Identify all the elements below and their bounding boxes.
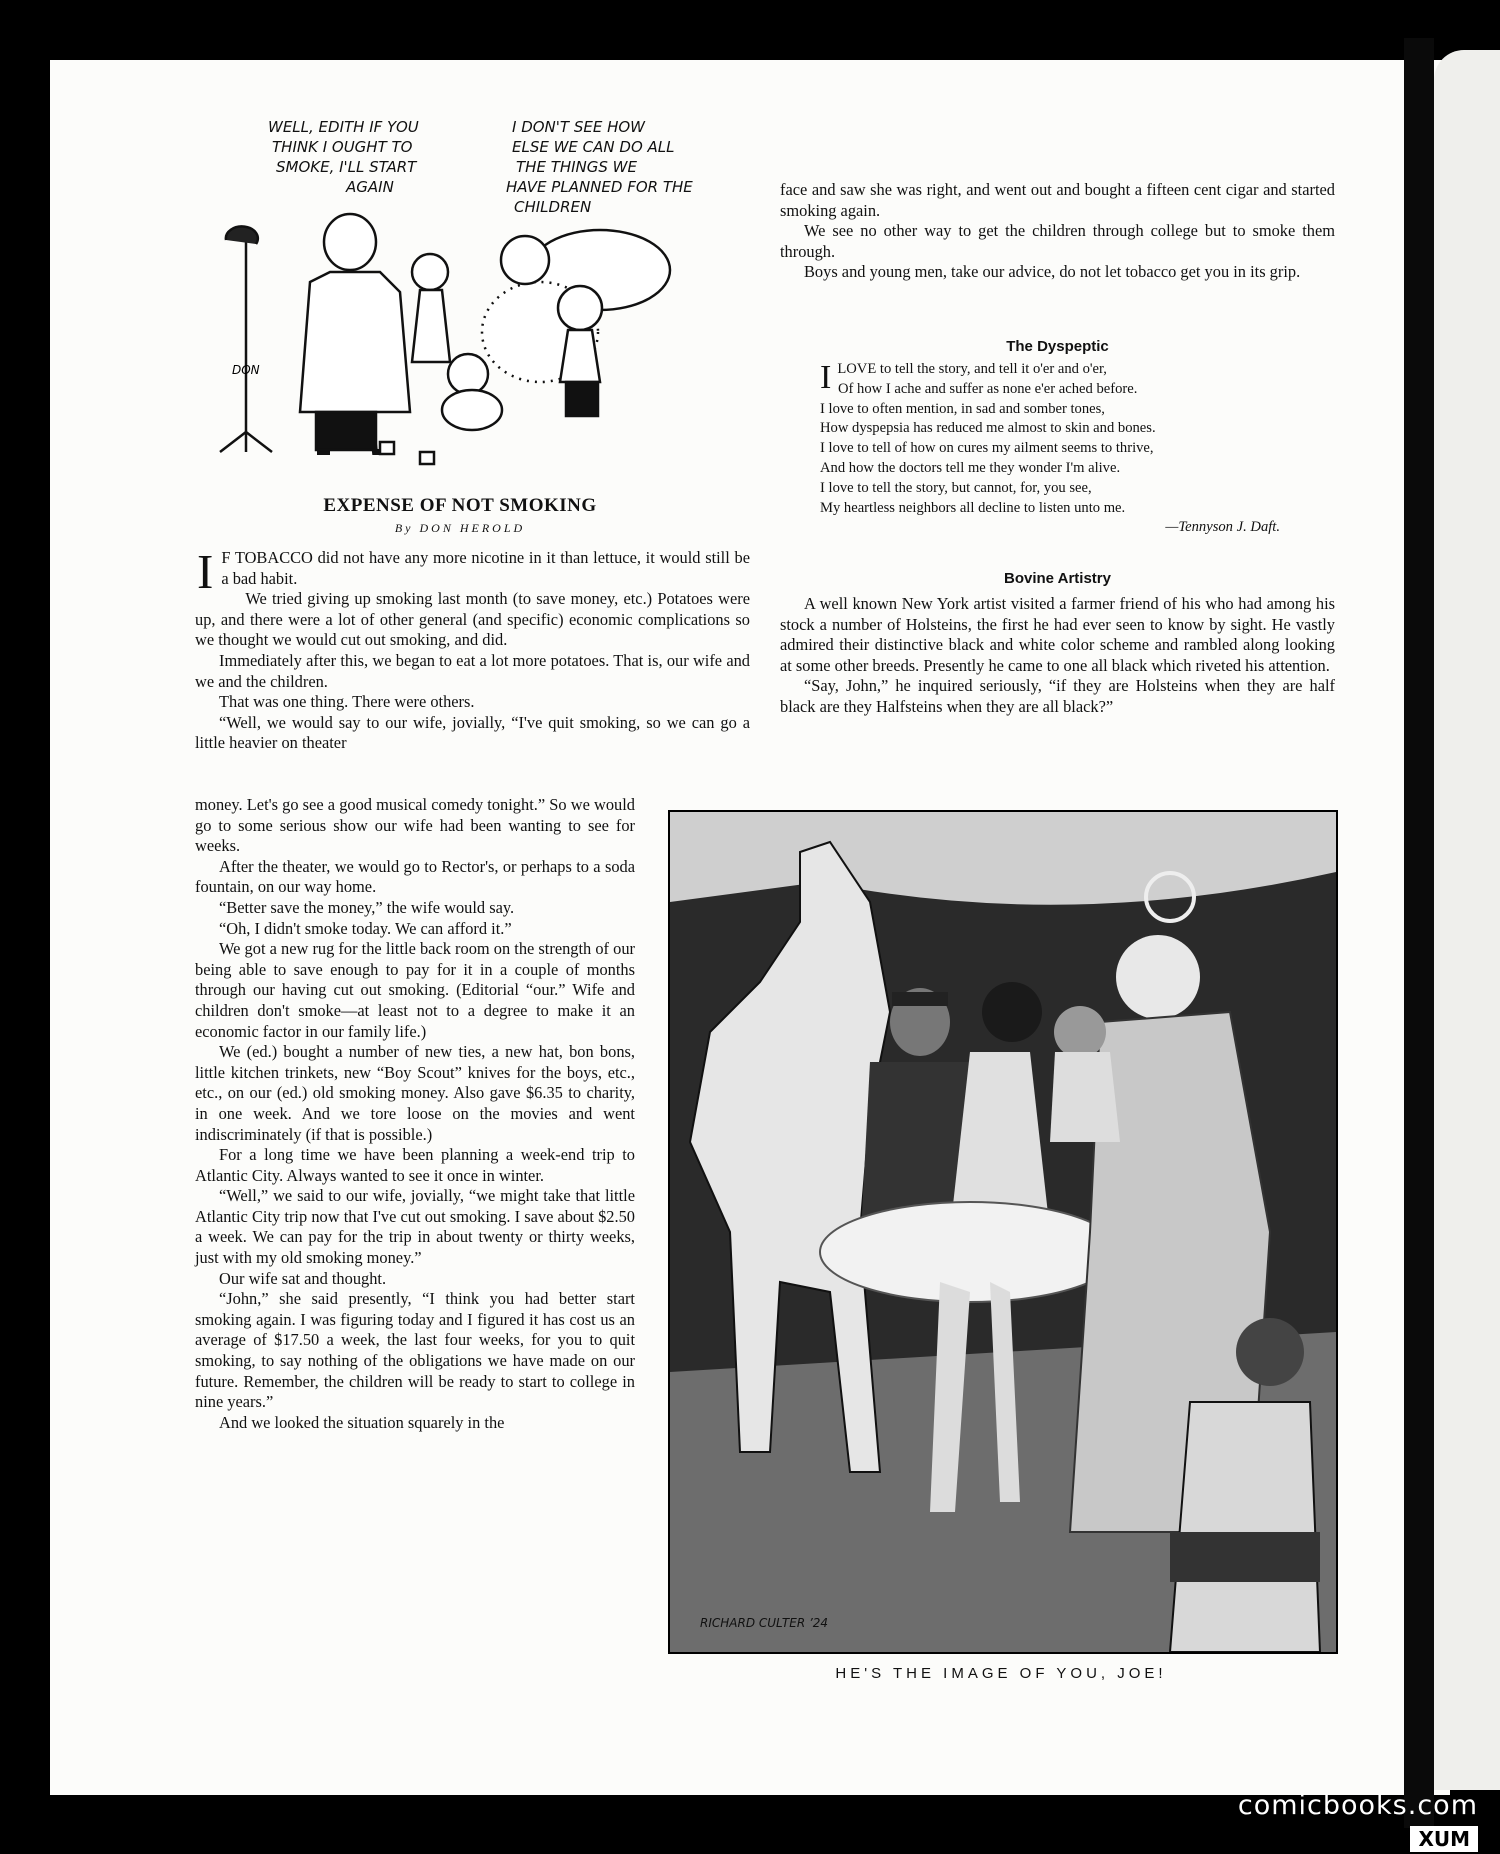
bubble-left-line-4: AGAIN (346, 178, 394, 196)
ballerina-hair (982, 982, 1042, 1042)
tutu (820, 1202, 1120, 1302)
article-paragraph: “John,” she said presently, “I think you had better start smoking again. I was figuring today and I figured it has cost us an average of $17.50 a week, the last four weeks, for you to quit smoking, to say nothing of the obligations we have made on our future. Remember, the children will be ready to start to college in nine years.” (195, 1289, 635, 1412)
poem-line: ILOVE to tell the story, and tell it o'er and o'er, (820, 359, 1107, 396)
page-gutter (1404, 38, 1434, 1828)
watermark-site: comicbooks.com (1237, 1790, 1478, 1821)
circus-illustration (668, 810, 1338, 1654)
poem-dropcap: I (820, 359, 832, 396)
poem-line: And how the doctors tell me they wonder I'm alive. (820, 459, 1121, 476)
small-animal (1236, 1318, 1304, 1386)
article-byline: By DON HEROLD (394, 521, 526, 535)
bubble-right-line-5: CHILDREN (514, 198, 592, 216)
poem-body (820, 360, 1290, 538)
bubble-right-line-1: I DON'T SEE HOW (512, 118, 645, 136)
drum-pedestal (1170, 1402, 1320, 1652)
article-paragraph: face and saw she was right, and went out and bought a fifteen cent cigar and started smoking again. (780, 180, 1335, 220)
article-column-narrow (195, 795, 635, 1433)
article-paragraph: For a long time we have been planning a week-end trip to Atlantic City. Always wanted to see it once in winter. (195, 1145, 635, 1185)
article-paragraph: Immediately after this, we began to eat a lot more potatoes. That is, our wife and we and the children. (195, 650, 750, 691)
article-paragraph: “Well, we would say to our wife, jovially, “I've quit smoking, so we can go a little heavier on theater (195, 712, 750, 753)
bubble-right-line-2: ELSE WE CAN DO ALL (512, 138, 675, 156)
anecdote-title: Bovine Artistry (1004, 570, 1111, 587)
article-paragraph: money. Let's go see a good musical comedy tonight.” So we would go to some serious show our wife had been wanting to see for weeks. (195, 795, 635, 856)
bubble-right-line-4: HAVE PLANNED FOR THE (506, 178, 693, 196)
article-paragraph: That was one thing. There were others. (219, 692, 475, 712)
poem-line: I love to often mention, in sad and somber tones, (820, 400, 1105, 417)
baby-figure (448, 354, 488, 394)
poem-line: I love to tell of how on cures my ailment seems to thrive, (820, 440, 1154, 457)
facing-page-edge (1434, 50, 1500, 1790)
bubble-left-line-3: SMOKE, I'LL START (276, 158, 417, 176)
poem-line: I love to tell the story, but cannot, for, you see, (820, 479, 1092, 496)
article-paragraph: “Well,” we said to our wife, jovially, “we might take that little Atlantic City trip now that I've cut out smoking. I save about $2.50 a week. We can pay for the trip in about twenty or thirty weeks, just with my old smoking money.” (195, 1186, 635, 1268)
wife-head (501, 236, 549, 284)
man-head (324, 214, 376, 270)
bubble-left-line-1: WELL, EDITH IF YOU (268, 118, 419, 136)
article-paragraph: Our wife sat and thought. (219, 1268, 387, 1288)
article-paragraph: I F TOBACCO did not have any more nicotine in it than lettuce, it would still be a bad habit. (197, 544, 750, 599)
man-trousers (316, 412, 376, 450)
article-paragraph: We see no other way to get the children through college but to smoke them through. (780, 221, 1335, 261)
poem-line: How dyspepsia has reduced me almost to skin and bones. (820, 420, 1156, 437)
article-paragraph: After the theater, we would go to Rector's, or perhaps to a soda fountain, on our way home. (195, 856, 635, 897)
watermark-badge: XUM (1410, 1826, 1478, 1852)
cartoon-signature: DON (232, 363, 260, 377)
baby (1054, 1006, 1106, 1058)
article-column-wide (195, 544, 750, 754)
illustration-caption: HE'S THE IMAGE OF YOU, JOE! (835, 1665, 1167, 1682)
anecdote-body (780, 594, 1335, 718)
poem-line: Of how I ache and suffer as none e'er ached before. (838, 380, 1138, 397)
article-paragraph: We got a new rug for the little back room on the strength of our being able to save enough to pay for it in a couple of months through our having cut out smoking. (Editorial “our.” Wife and children don't smoke—at least not to a degree to make it an economic factor in our family life.) (195, 939, 635, 1041)
article-continued (780, 180, 1335, 283)
poem-title: The Dyspeptic (1006, 338, 1109, 355)
article-paragraph: “Oh, I didn't smoke today. We can afford it.” (219, 918, 512, 938)
poem-line: My heartless neighbors all decline to listen unto me. (820, 499, 1126, 516)
bubble-right-line-3: THE THINGS WE (516, 158, 637, 176)
article-paragraph: We tried giving up smoking last month (to save money, etc.) Potatoes were up, and there were a lot of other general (and specific) economic complications so we thought we would cut out smoking, and did. (195, 589, 750, 650)
anecdote-paragraph: A well known New York artist visited a farmer friend of his who had among his stock a number of Holsteins, the first he had ever seen to know by sight. He vastly admired their distinctive black and white color scheme and rambled along looking at some other breeds. Presently he came to one all black which riveted his attention. (780, 594, 1335, 675)
article-paragraph: We (ed.) bought a number of new ties, a new hat, bon bons, little kitchen trinkets, new “Boy Scout” knives for the boys, etc., etc., on our (ed.) old smoking money. Also gave $6.35 to charity, in one week. And we tore loose on the movies and went indiscriminately (if that is possible.) (195, 1042, 635, 1144)
article-paragraph: “Better save the money,” the wife would say. (219, 897, 515, 917)
bubble-left-line-2: THINK I OUGHT TO (272, 138, 413, 156)
clown-face (1116, 935, 1200, 1019)
article-paragraph: And we looked the situation squarely in the (219, 1412, 505, 1432)
article-title: EXPENSE OF NOT SMOKING (323, 495, 597, 516)
cartoon-illustration (180, 112, 740, 482)
man-coat (300, 272, 410, 412)
poem-author: —Tennyson J. Daft. (1165, 519, 1280, 536)
anecdote-paragraph: “Say, John,” he inquired seriously, “if they are Holsteins when they are half black are they Halfsteins when they are all black?” (780, 676, 1335, 716)
illustration-signature: RICHARD CULTER ’24 (700, 1616, 829, 1630)
article-dropcap: I (197, 544, 214, 599)
article-paragraph: Boys and young men, take our advice, do not let tobacco get you in its grip. (804, 262, 1301, 282)
